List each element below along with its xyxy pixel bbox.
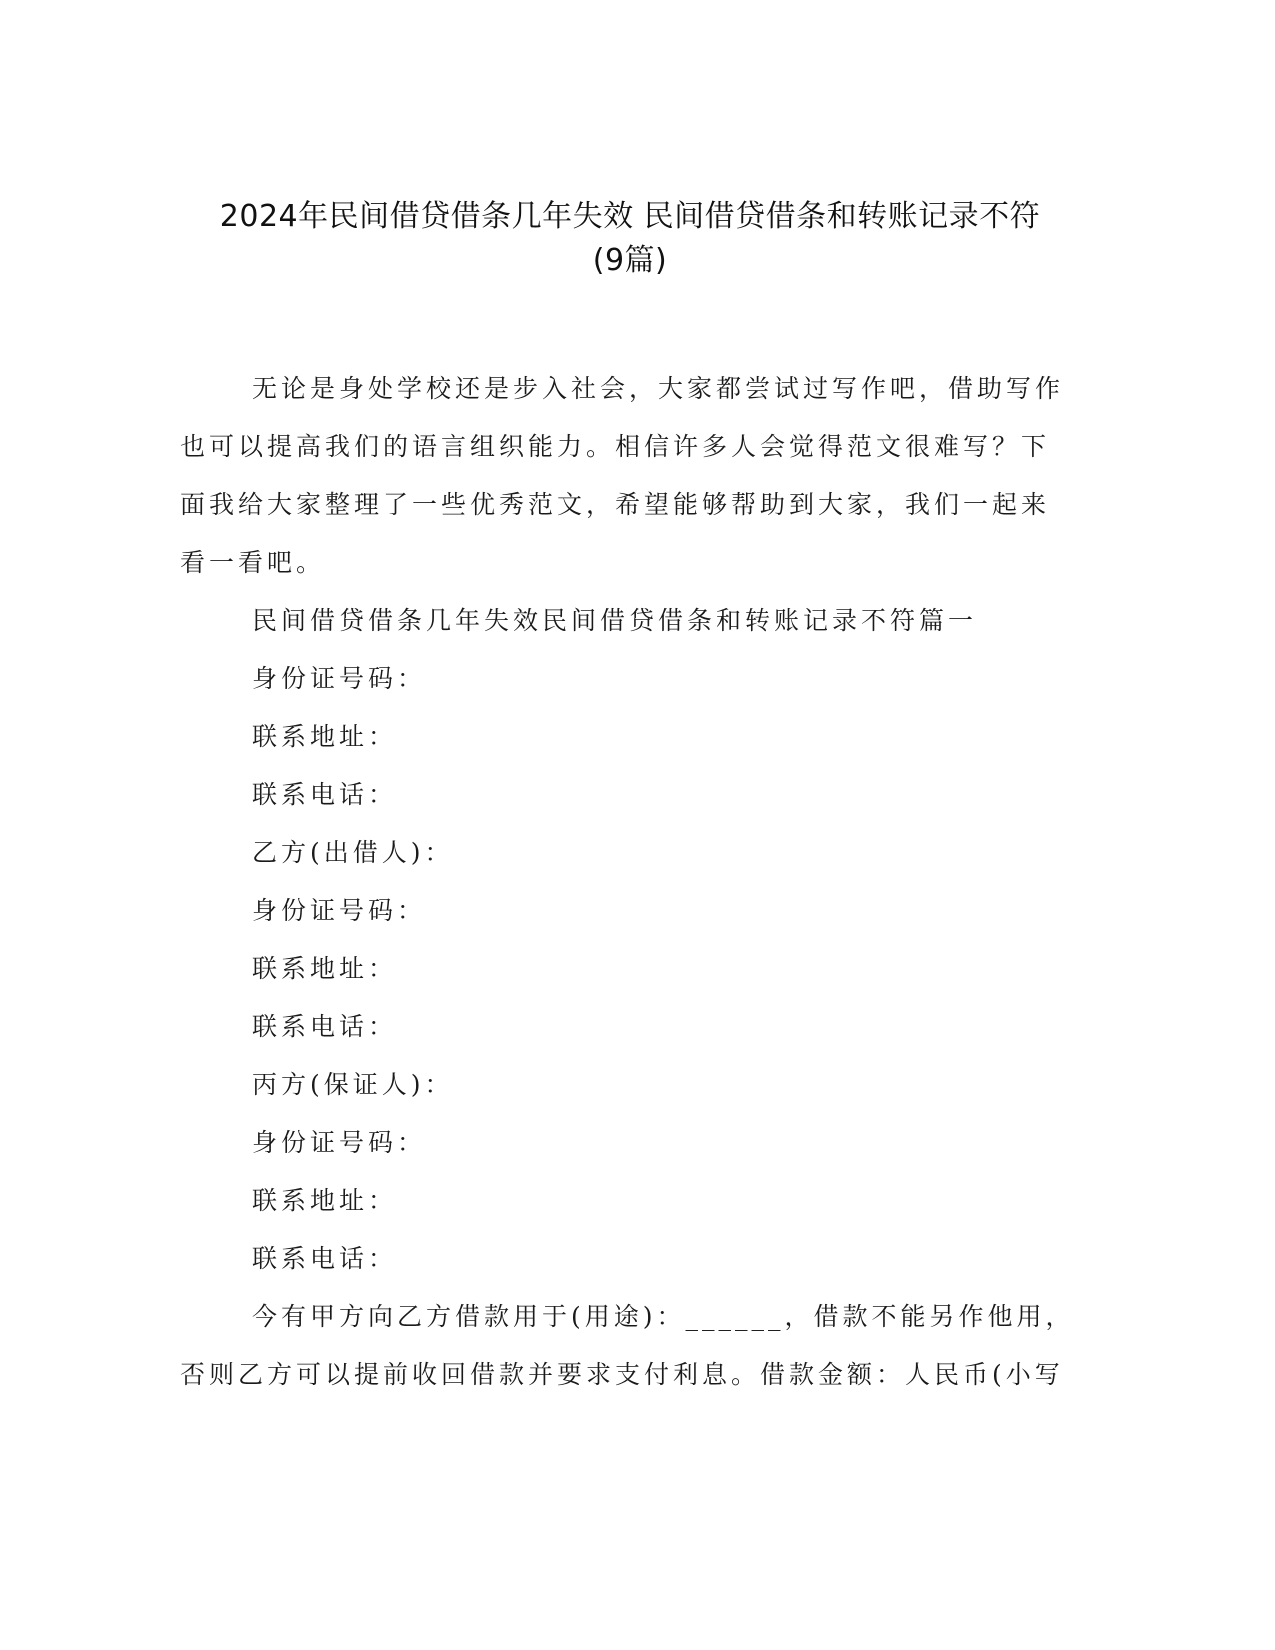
field-address: 联系地址：: [252, 1186, 398, 1215]
field-id-number: 身份证号码：: [252, 896, 427, 925]
closing-line: 今有甲方向乙方借款用于(用途)：______，借款不能另作他用，: [252, 1302, 1075, 1331]
loan-purpose-paragraph: [180, 1288, 1075, 1404]
title-line-1: 2024年民间借贷借条几年失效 民间借贷借条和转账记录不符: [219, 199, 1041, 234]
field-phone: 联系电话：: [252, 1244, 398, 1273]
field-address: 联系地址：: [252, 722, 398, 751]
field-phone: 联系电话：: [252, 1012, 398, 1041]
intro-paragraph: [180, 360, 1065, 592]
section-heading: [180, 592, 1035, 650]
field-id-number: 身份证号码：: [252, 1128, 427, 1157]
closing-line: 否则乙方可以提前收回借款并要求支付利息。借款金额：人民币(小写: [180, 1360, 1064, 1389]
field-lender: 乙方(出借人)：: [252, 838, 454, 867]
field-guarantor: 丙方(保证人)：: [252, 1070, 454, 1099]
title-line-2: (9篇): [592, 243, 668, 278]
party-fields: [180, 650, 1035, 1288]
document-title: [180, 195, 1080, 283]
field-id-number: 身份证号码：: [252, 664, 427, 693]
field-address: 联系地址：: [252, 954, 398, 983]
intro-line: 无论是身处学校还是步入社会，大家都尝试过写作吧，借助写作: [252, 374, 1065, 403]
section-heading-text: 民间借贷借条几年失效民间借贷借条和转账记录不符篇一: [252, 606, 978, 635]
field-phone: 联系电话：: [252, 780, 398, 809]
intro-line: 看一看吧。: [180, 548, 326, 577]
intro-line: 也可以提高我们的语言组织能力。相信许多人会觉得范文很难写？下: [180, 432, 1051, 461]
document-body: [180, 360, 1075, 1404]
intro-line: 面我给大家整理了一些优秀范文，希望能够帮助到大家，我们一起来: [180, 490, 1051, 519]
